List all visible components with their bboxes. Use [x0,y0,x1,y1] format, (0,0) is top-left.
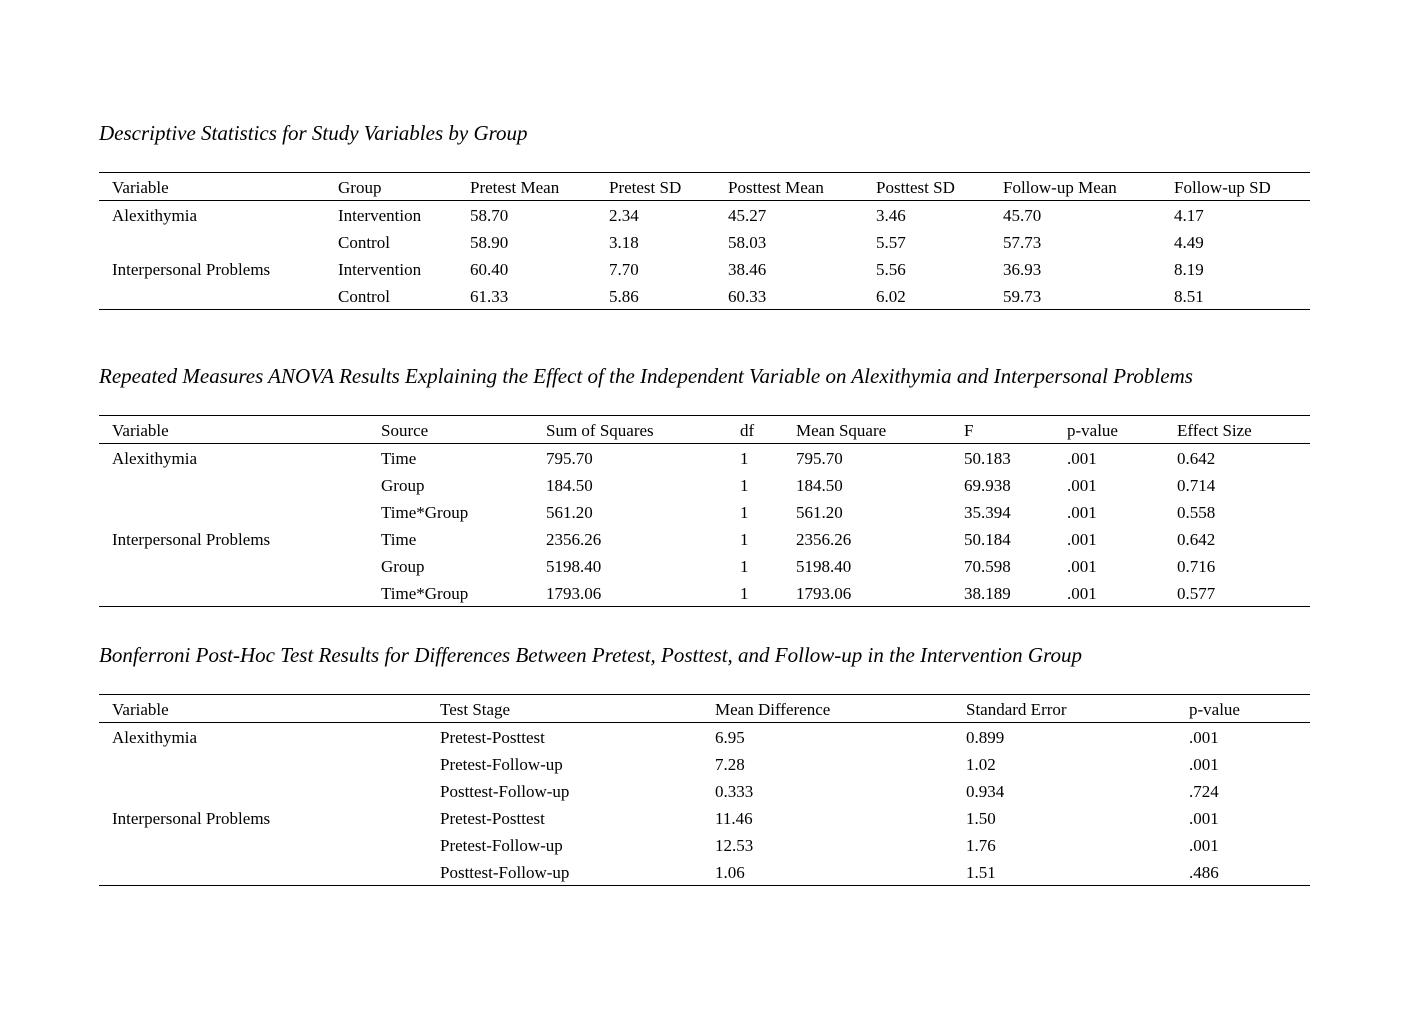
table-cell [99,831,440,858]
table-cell: .001 [1189,728,1219,747]
table-cell [99,498,381,525]
table-header-row [99,173,1310,201]
table-cell [99,552,381,579]
table-cell: Pretest-Posttest [440,728,545,747]
table-cell: Interpersonal Problems [112,530,271,549]
table-cell: 50.183 [964,449,1011,468]
table-cell: .001 [1067,503,1097,522]
column-header: df [740,421,755,440]
table-cell: Alexithymia [112,449,197,468]
column-header: Sum of Squares [546,421,654,440]
table-header-row [99,416,1310,444]
column-header: Follow-up Mean [1003,178,1117,197]
table-cell: 50.184 [964,530,1011,549]
table-cell: 45.27 [728,206,767,225]
table-cell [99,858,440,886]
table-cell: 6.95 [715,728,745,747]
table-row [99,471,1310,498]
table-cell: 0.899 [966,728,1005,747]
table-row [99,201,1310,229]
column-header: p-value [1189,700,1240,719]
table-cell: Time [381,530,417,549]
table-cell: 795.70 [546,449,593,468]
table-cell: Intervention [338,206,422,225]
table-cell: 38.189 [964,584,1011,603]
table-cell [99,750,440,777]
table-cell: 1793.06 [796,584,852,603]
table-cell: 7.28 [715,755,745,774]
table-cell: 1.50 [966,809,996,828]
table-cell: 184.50 [796,476,843,495]
table-row [99,228,1310,255]
table-cell: 0.716 [1177,557,1216,576]
table-cell: 11.46 [715,809,753,828]
table-cell [99,471,381,498]
table-cell: 1 [740,557,749,576]
table-cell: 5.86 [609,287,639,306]
table-cell: 0.558 [1177,503,1216,522]
column-header: Pretest SD [609,178,682,197]
column-header: Variable [112,421,169,440]
descriptive-statistics-table [99,172,1310,310]
table-row [99,444,1310,472]
table-cell: Control [338,287,390,306]
table-row [99,255,1310,282]
table-cell: 58.03 [728,233,767,252]
table-cell: 7.70 [609,260,639,279]
table-row [99,777,1310,804]
table-cell: 12.53 [715,836,754,855]
table-cell: 1.76 [966,836,996,855]
table-cell: 69.938 [964,476,1011,495]
table-cell: .001 [1067,557,1097,576]
column-header: F [964,421,974,440]
anova-results-table [99,415,1310,607]
table-cell: Time [381,449,417,468]
table-cell [99,777,440,804]
table-cell: 60.40 [470,260,509,279]
column-header: Follow-up SD [1174,178,1271,197]
column-header: p-value [1067,421,1118,440]
table-row [99,858,1310,886]
table-cell: 8.51 [1174,287,1204,306]
table-cell: Pretest-Posttest [440,809,545,828]
table-cell: .001 [1067,476,1097,495]
table-row [99,525,1310,552]
table-cell: 0.642 [1177,449,1216,468]
table-row [99,579,1310,607]
table-cell: 3.18 [609,233,639,252]
table-cell: 795.70 [796,449,843,468]
table-cell: 1 [740,449,749,468]
column-header: Pretest Mean [470,178,560,197]
table-cell: 60.33 [728,287,767,306]
table-cell: 57.73 [1003,233,1042,252]
table-cell: .001 [1189,836,1219,855]
bonferroni-post-hoc-table [99,694,1310,886]
table-cell: Interpersonal Problems [112,809,271,828]
table-cell: 36.93 [1003,260,1042,279]
column-header: Effect Size [1177,421,1252,440]
table-cell: 184.50 [546,476,593,495]
table-cell: .001 [1067,530,1097,549]
column-header: Mean Square [796,421,887,440]
table-cell: 2.34 [609,206,639,225]
table-cell [99,282,338,310]
table-row [99,750,1310,777]
table-cell: .001 [1067,449,1097,468]
table-caption-anova-results: Repeated Measures ANOVA Results Explaining the Effect of the Independent Variable on Alexithymia and Interpersonal Problems [99,364,1193,388]
table-cell: 4.17 [1174,206,1204,225]
table-cell: 0.333 [715,782,754,801]
table-cell: 0.577 [1177,584,1216,603]
table-cell: .001 [1189,809,1219,828]
table-cell: 45.70 [1003,206,1042,225]
table-cell: Control [338,233,390,252]
table-cell: 1.02 [966,755,996,774]
column-header: Test Stage [440,700,511,719]
table-row [99,723,1310,751]
table-cell: Interpersonal Problems [112,260,271,279]
table-cell: Posttest-Follow-up [440,863,570,882]
table-cell: 2356.26 [796,530,852,549]
table-cell: 70.598 [964,557,1011,576]
table-cell: Time*Group [381,503,469,522]
table-cell [99,228,338,255]
table-cell: Alexithymia [112,206,197,225]
table-cell: 0.714 [1177,476,1216,495]
table-cell: 1.51 [966,863,996,882]
table-cell: 561.20 [546,503,593,522]
table-cell: 3.46 [876,206,906,225]
table-cell: .486 [1189,863,1219,882]
column-header: Posttest SD [876,178,955,197]
column-header: Mean Difference [715,700,831,719]
table-cell: Pretest-Follow-up [440,755,563,774]
table-caption-bonferroni-post-hoc: Bonferroni Post-Hoc Test Results for Differences Between Pretest, Posttest, and Follow-up in the Intervention Group [99,643,1082,667]
table-cell: Alexithymia [112,728,197,747]
table-row [99,831,1310,858]
table-cell: 59.73 [1003,287,1042,306]
table-cell: 38.46 [728,260,767,279]
table-cell: Intervention [338,260,422,279]
table-cell: Group [381,476,425,495]
table-cell: 5.56 [876,260,906,279]
table-cell: 0.642 [1177,530,1216,549]
table-cell: 1 [740,584,749,603]
table-cell: 8.19 [1174,260,1204,279]
table-cell: 5.57 [876,233,906,252]
table-row [99,282,1310,310]
table-row [99,552,1310,579]
column-header: Variable [112,178,169,197]
table-cell: 1 [740,530,749,549]
column-header: Group [338,178,382,197]
table-cell: 5198.40 [546,557,602,576]
table-cell: .001 [1067,584,1097,603]
table-row [99,498,1310,525]
table-cell: 561.20 [796,503,843,522]
table-cell: 1.06 [715,863,745,882]
table-cell: 1 [740,503,749,522]
table-cell: 0.934 [966,782,1005,801]
table-cell: 1793.06 [546,584,602,603]
table-cell: 58.70 [470,206,509,225]
table-cell: 35.394 [964,503,1011,522]
column-header: Standard Error [966,700,1067,719]
table-cell: 2356.26 [546,530,602,549]
table-cell: Posttest-Follow-up [440,782,570,801]
table-cell: Group [381,557,425,576]
table-cell: .724 [1189,782,1219,801]
table-cell: Time*Group [381,584,469,603]
table-header-row [99,695,1310,723]
column-header: Posttest Mean [728,178,824,197]
column-header: Variable [112,700,169,719]
table-cell: 4.49 [1174,233,1204,252]
table-cell: .001 [1189,755,1219,774]
table-cell: 1 [740,476,749,495]
column-header: Source [381,421,429,440]
table-row [99,804,1310,831]
table-cell: 61.33 [470,287,509,306]
table-cell: 5198.40 [796,557,852,576]
table-cell [99,579,381,607]
table-cell: 6.02 [876,287,906,306]
table-cell: 58.90 [470,233,509,252]
table-cell: Pretest-Follow-up [440,836,563,855]
table-caption-descriptive-statistics: Descriptive Statistics for Study Variables by Group [99,121,528,145]
